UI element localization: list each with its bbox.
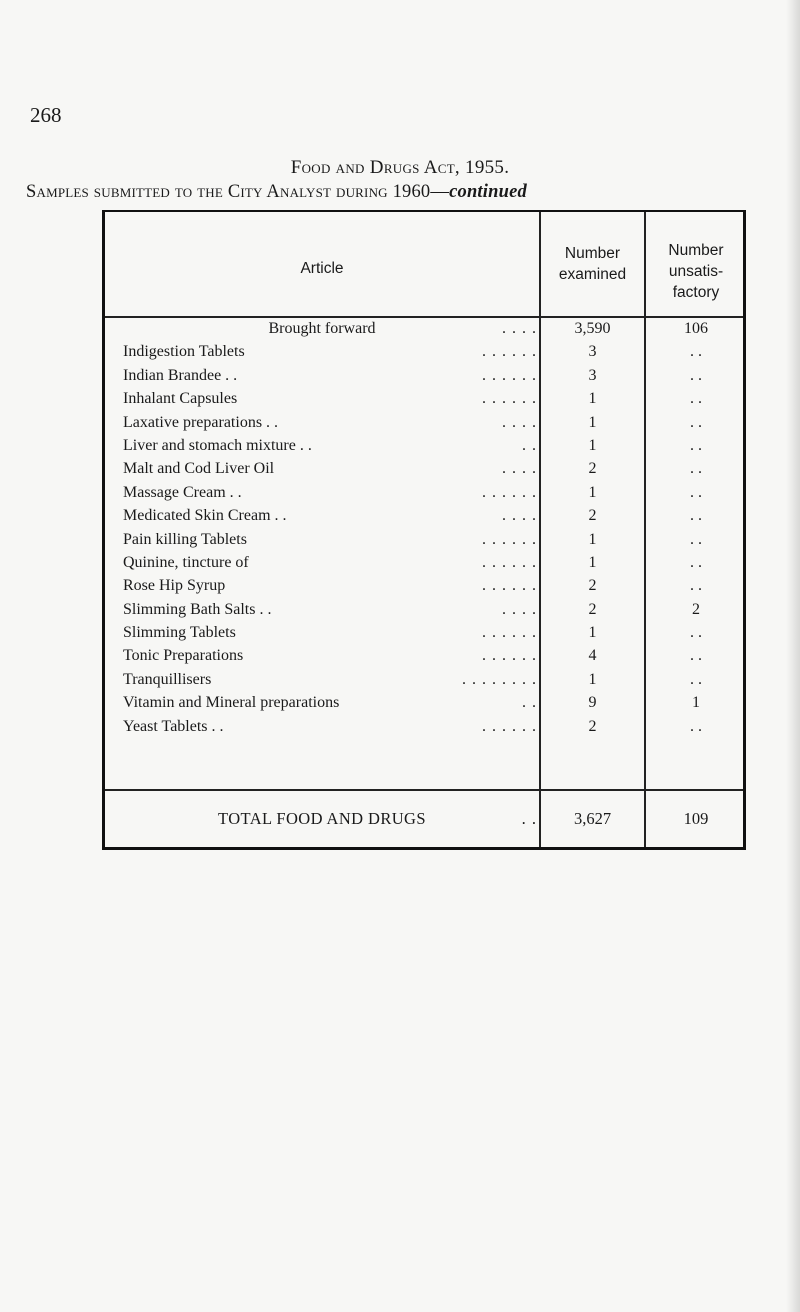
article-cell: Massage Cream . . [123,483,242,501]
unsatisfactory-cell: . . [690,366,702,384]
examined-cell: 2 [588,577,597,595]
examined-cell: 2 [588,460,597,478]
dot-leader: . . . . . . [482,647,537,665]
dot-leader: . . . . . . [482,553,537,571]
article-cell: Yeast Tablets . . [123,717,224,735]
unsatisfactory-cell: . . [690,343,702,361]
table-row [105,456,749,479]
table-row [105,433,749,456]
dot-leader: . . . . [502,600,537,618]
article-cell: Medicated Skin Cream . . [123,507,287,525]
examined-cell: 1 [588,390,597,408]
examined-cell: 1 [588,670,597,688]
examined-cell: 2 [588,507,597,525]
table-row [105,386,749,409]
unsatisfactory-cell: . . [690,577,702,595]
page-edge-shadow [786,0,800,1312]
examined-cell: 3 [588,366,597,384]
table-row [105,339,749,362]
column-header-article: Article [300,259,344,277]
page-title: Food and Drugs Act, 1955. [290,157,510,178]
table-row [105,620,749,643]
dot-leader: . . . . . . . . [462,670,537,688]
unsatisfactory-cell: 2 [692,600,700,618]
column-header-examined: Number examined [558,245,627,283]
unsatisfactory-cell: . . [690,624,702,642]
table-row [105,690,749,713]
article-cell: Brought forward [268,320,376,337]
unsatisfactory-cell: . . [690,647,702,665]
dot-leader: . . . . . . [482,530,537,548]
dot-leader: . . . . . . [482,390,537,408]
column-header-unsatisfactory: Number unsatis- factory [668,241,724,301]
unsatisfactory-cell: . . [690,483,702,501]
article-cell: Slimming Tablets [123,624,236,642]
unsatisfactory-cell: . . [690,390,702,408]
table-row [105,316,749,339]
total-divider [105,789,743,791]
examined-cell: 9 [588,694,597,712]
unsatisfactory-cell: . . [690,436,702,454]
article-cell: Malt and Cod Liver Oil [123,460,275,478]
article-cell: Quinine, tincture of [123,553,249,571]
table-row [105,597,749,620]
dot-leader: . . . . [502,507,537,525]
examined-cell: 1 [588,553,597,571]
table-row [105,573,749,596]
examined-cell: 1 [588,483,597,501]
table-row [105,667,749,690]
article-cell: Indian Brandee . . [123,366,238,384]
dot-leader: . . . . . . [482,577,537,595]
unsatisfactory-cell: . . [690,530,702,548]
table-body [105,316,749,737]
table-row [105,550,749,573]
unsatisfactory-cell: . . [690,717,702,735]
dot-leader: . . . . . . [482,483,537,501]
dot-leader: . . [521,809,537,828]
examined-cell: 3 [588,343,597,361]
subtitle-main: Samples submitted to the City Analyst during 1960— [26,182,450,202]
dot-leader: . . . . . . [482,717,537,735]
examined-cell: 2 [588,600,597,618]
examined-cell: 1 [588,624,597,642]
dot-leader: . . . . . . [482,366,537,384]
article-cell: Indigestion Tablets [123,343,245,361]
samples-table [102,210,746,850]
total-label: TOTAL FOOD AND DRUGS [218,809,426,828]
page-subtitle [26,182,527,203]
dot-leader: . . . . . . [482,624,537,642]
article-cell: Slimming Bath Salts . . [123,600,272,618]
examined-cell: 1 [588,436,597,454]
article-cell: Vitamin and Mineral preparations [123,694,340,712]
unsatisfactory-cell: . . [690,553,702,571]
unsatisfactory-cell: 1 [692,694,700,712]
unsatisfactory-cell: . . [690,413,702,431]
dot-leader: . . . . . . [482,343,537,361]
table-row [105,480,749,503]
article-cell: Pain killing Tablets [123,530,247,548]
article-cell: Laxative preparations . . [123,413,279,431]
table-row [105,363,749,386]
article-cell: Tranquillisers [123,670,212,688]
article-cell: Rose Hip Syrup [123,577,226,595]
table-row [105,503,749,526]
dot-leader: . . [522,436,537,454]
subtitle-continued: continued [449,182,527,202]
unsatisfactory-cell: . . [690,507,702,525]
dot-leader: . . . . [502,413,537,431]
examined-cell: 2 [588,717,597,735]
article-cell: Tonic Preparations [123,647,244,665]
article-cell: Inhalant Capsules [123,390,238,408]
total-row [105,792,749,848]
examined-cell: 3,590 [574,320,611,337]
unsatisfactory-cell: . . [690,670,702,688]
dot-leader: . . [522,694,537,712]
examined-cell: 1 [588,530,597,548]
unsatisfactory-cell: 106 [684,320,708,337]
unsatisfactory-cell: . . [690,460,702,478]
total-examined: 3,627 [573,809,612,828]
examined-cell: 4 [588,647,597,665]
page-number: 268 [30,103,62,127]
total-unsatisfactory: 109 [683,809,709,828]
dot-leader: . . . . [502,320,537,337]
table-row [105,410,749,433]
table-row [105,527,749,550]
examined-cell: 1 [588,413,597,431]
table-row [105,714,749,737]
dot-leader: . . . . [502,460,537,478]
article-cell: Liver and stomach mixture . . [123,436,312,454]
table-row [105,643,749,666]
